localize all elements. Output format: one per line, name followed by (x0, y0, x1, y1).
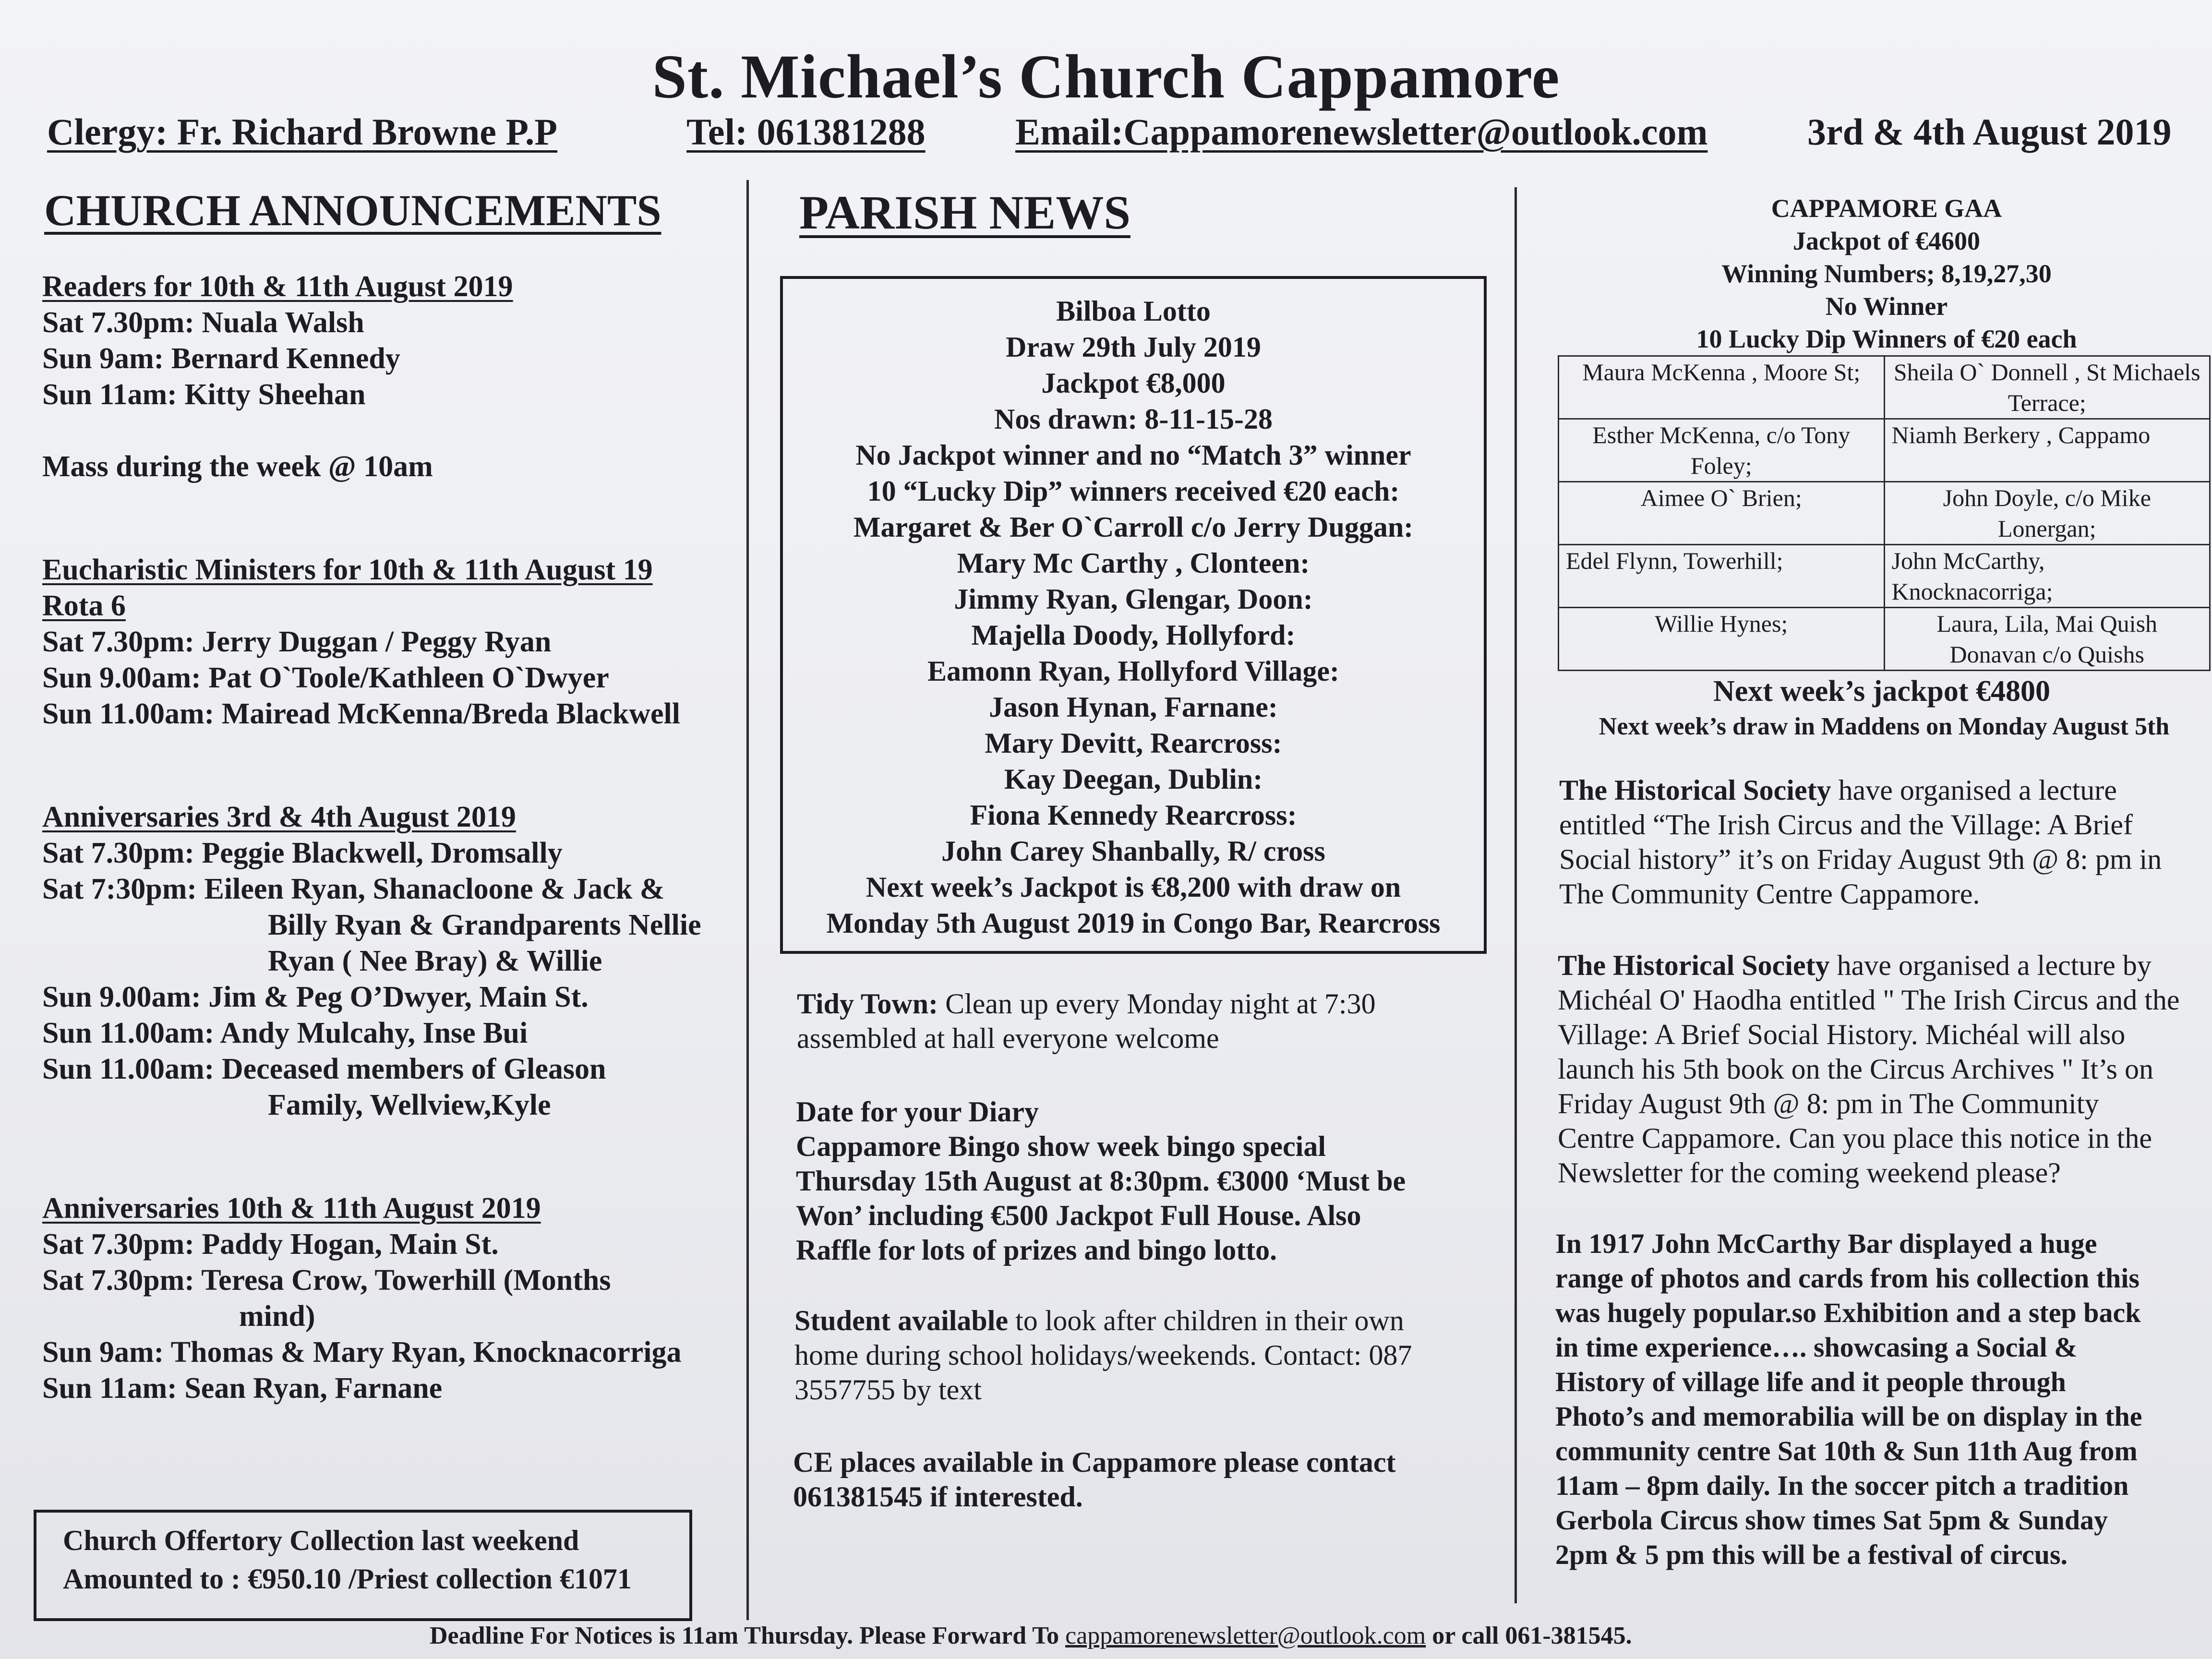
historical-society-notice-1 (1559, 773, 2212, 911)
table-row (1559, 356, 2210, 419)
anniversaries-title-2: Anniversaries 10th & 11th August 2019 (42, 1192, 541, 1225)
clergy-line: Clergy: Fr. Richard Browne P.P (47, 111, 558, 153)
table-row (1559, 545, 2210, 608)
historical-text: Newsletter for the coming weekend please? (1558, 1157, 2061, 1189)
offertory-box (34, 1510, 692, 1621)
ce-line: CE places available in Cappamore please contact (793, 1446, 1396, 1478)
ce-line: 061381545 if interested. (793, 1481, 1083, 1513)
lotto-line: Jason Hynan, Farnane: (989, 691, 1278, 723)
historical-text: entitled “The Irish Circus and the Village: A Brief (1559, 809, 2133, 841)
historical-text: Village: A Brief Social History. Michéal will also (1558, 1019, 2126, 1050)
lotto-line: Bilboa Lotto (1056, 295, 1211, 327)
table-row (1559, 608, 2210, 671)
column-divider-left (746, 180, 749, 1620)
anniversary-line: Sun 9.00am: Jim & Peg O’Dwyer, Main St. (42, 981, 589, 1013)
diary-line: Won’ including €500 Jackpot Full House. Also (796, 1200, 1361, 1231)
gaa-line: 10 Lucky Dip Winners of €20 each (1696, 325, 2077, 353)
lotto-line: Mary Mc Carthy , Clonteen: (957, 547, 1310, 579)
mccarthy-line: community centre Sat 10th & Sun 11th Aug from (1555, 1435, 2138, 1467)
newsletter-title: St. Michael’s Church Cappamore (652, 42, 1560, 111)
next-draw: Next week’s draw in Maddens on Monday August 5th (1599, 713, 2170, 740)
winner-cell: Niamh Berkery , Cappamo (1884, 419, 2210, 482)
ce-places-notice (793, 1445, 1503, 1514)
lotto-line: Kay Deegan, Dublin: (1004, 763, 1263, 795)
winner-cell: Sheila O` Donnell , St Michaels Terrace; (1884, 356, 2210, 419)
mccarthy-line: range of photos and cards from his collection this (1555, 1262, 2140, 1294)
anniversary-line: Sun 9am: Thomas & Mary Ryan, Knocknacorriga (42, 1336, 682, 1369)
lotto-line: Draw 29th July 2019 (1006, 331, 1261, 363)
anniversary-line: Ryan ( Nee Bray) & Willie (268, 945, 602, 977)
winner-cell: John Doyle, c/o Mike Lonergan; (1884, 482, 2210, 545)
tidy-town-text: Clean up every Monday night at 7:30 (938, 988, 1376, 1020)
anniversary-line: Family, Wellview,Kyle (268, 1089, 551, 1121)
winner-cell: Edel Flynn, Towerhill; (1559, 545, 1885, 608)
winner-cell: Maura McKenna , Moore St; (1559, 356, 1885, 419)
student-text: to look after children in their own (1008, 1305, 1404, 1336)
historical-text: Michéal O' Haodha entitled " The Irish Circus and the (1558, 984, 2180, 1016)
offertory-line: Church Offertory Collection last weekend (63, 1525, 579, 1556)
diary-line: Thursday 15th August at 8:30pm. €3000 ‘Must be (796, 1165, 1406, 1197)
rota-label: Rota 6 (42, 589, 126, 622)
historical-text: Centre Cappamore. Can you place this notice in the (1558, 1122, 2152, 1154)
reader-line: Sat 7.30pm: Nuala Walsh (42, 306, 364, 339)
reader-line: Sun 11am: Kitty Sheehan (42, 378, 366, 411)
diary-title: Date for your Diary (796, 1096, 1039, 1128)
lotto-line: Majella Doody, Hollyford: (971, 619, 1296, 651)
anniversary-line: Sat 7.30pm: Paddy Hogan, Main St. (42, 1228, 499, 1261)
student-notice (794, 1303, 1500, 1407)
table-row (1559, 482, 2210, 545)
winner-cell: John McCarthy, Knocknacorriga; (1884, 545, 2210, 608)
mccarthy-bar-notice (1555, 1226, 2212, 1572)
mccarthy-line: Photo’s and memorabilia will be on display in the (1555, 1401, 2142, 1432)
mccarthy-line: 11am – 8pm daily. In the soccer pitch a tradition (1555, 1470, 2129, 1501)
mccarthy-line: in time experience…. showcasing a Social & (1555, 1332, 2078, 1363)
student-text: home during school holidays/weekends. Contact: 087 (794, 1339, 1412, 1371)
minister-line: Sun 11.00am: Mairead McKenna/Breda Blackwell (42, 697, 681, 730)
historical-text: launch his 5th book on the Circus Archives " It’s on (1558, 1053, 2154, 1085)
next-jackpot: Next week’s jackpot €4800 (1713, 675, 2050, 708)
parish-news-heading: PARISH NEWS (799, 186, 1130, 239)
student-label: Student available (794, 1305, 1009, 1336)
historical-text: The Community Centre Cappamore. (1559, 878, 1980, 910)
deadline-text: Deadline For Notices is 11am Thursday. Please Forward To (430, 1622, 1066, 1649)
lotto-line: No Jackpot winner and no “Match 3” winner (855, 439, 1411, 471)
anniversary-line: Billy Ryan & Grandparents Nellie (268, 909, 701, 941)
deadline-phone: or call 061-381545. (1426, 1622, 1632, 1649)
footer-email-link[interactable]: cappamorenewsletter@outlook.com (1065, 1622, 1426, 1649)
lotto-line: Monday 5th August 2019 in Congo Bar, Rearcross (826, 907, 1441, 939)
anniversary-line: Sat 7:30pm: Eileen Ryan, Shanacloone & Jack & (42, 873, 665, 905)
mccarthy-line: History of village life and it people through (1555, 1366, 2066, 1397)
historical-text: Friday August 9th @ 8: pm in The Community (1558, 1088, 2099, 1119)
tidy-town-text: assembled at hall everyone welcome (797, 1022, 1219, 1054)
historical-text: Social history” it’s on Friday August 9th @ 8: pm in (1559, 843, 2162, 875)
church-announcements-heading: CHURCH ANNOUNCEMENTS (44, 186, 661, 235)
mccarthy-line: In 1917 John McCarthy Bar displayed a huge (1555, 1228, 2097, 1259)
minister-line: Sun 9.00am: Pat O`Toole/Kathleen O`Dwyer (42, 661, 609, 694)
diary-line: Cappamore Bingo show week bingo special (796, 1130, 1326, 1162)
historical-text: have organised a lecture (1831, 774, 2117, 806)
mccarthy-line: 2pm & 5 pm this will be a festival of circus. (1555, 1539, 2068, 1570)
diary-notice (796, 1094, 1502, 1267)
readers-title: Readers for 10th & 11th August 2019 (42, 270, 513, 303)
student-text: 3557755 by text (794, 1374, 982, 1406)
column-divider-right (1515, 187, 1517, 1603)
historical-society-label: The Historical Society (1558, 950, 1830, 981)
lotto-line: 10 “Lucky Dip” winners received €20 each: (867, 475, 1400, 507)
tidy-town-label: Tidy Town: (797, 988, 938, 1020)
lotto-line: Fiona Kennedy Rearcross: (970, 799, 1297, 831)
lotto-line: Jimmy Ryan, Glengar, Doon: (954, 583, 1313, 615)
lucky-dip-winners-table (1558, 355, 2211, 671)
winner-cell: Esther McKenna, c/o Tony Foley; (1559, 419, 1885, 482)
historical-text: have organised a lecture by (1829, 950, 2152, 981)
lotto-line: John Carey Shanbally, R/ cross (941, 835, 1325, 867)
anniversary-line: Sun 11.00am: Deceased members of Gleason (42, 1053, 606, 1085)
table-row (1559, 419, 2210, 482)
announcements-column (42, 269, 733, 1407)
diary-line: Raffle for lots of prizes and bingo lotto. (796, 1234, 1277, 1266)
historical-society-label: The Historical Society (1559, 774, 1831, 806)
lotto-box (780, 276, 1487, 954)
minister-line: Sat 7.30pm: Jerry Duggan / Peggy Ryan (42, 625, 552, 658)
deadline-footer (430, 1622, 1632, 1650)
lotto-line: Margaret & Ber O`Carroll c/o Jerry Duggan: (853, 511, 1414, 543)
mccarthy-line: Gerbola Circus show times Sat 5pm & Sunday (1555, 1504, 2108, 1536)
lotto-line: Mary Devitt, Rearcross: (985, 727, 1282, 759)
winner-cell: Willie Hynes; (1559, 608, 1885, 671)
tidy-town-notice (797, 986, 1498, 1056)
lotto-line: Jackpot €8,000 (1041, 367, 1226, 399)
lotto-line: Eamonn Ryan, Hollyford Village: (927, 655, 1339, 687)
anniversary-line: Sat 7.30pm: Teresa Crow, Towerhill (Months (42, 1264, 611, 1297)
anniversary-line: mind) (239, 1300, 315, 1333)
anniversary-line: Sat 7.30pm: Peggie Blackwell, Dromsally (42, 837, 563, 869)
lotto-results (783, 279, 1484, 941)
anniversary-line: Sun 11.00am: Andy Mulcahy, Inse Bui (42, 1017, 528, 1049)
weekday-mass-line: Mass during the week @ 10am (42, 450, 433, 483)
anniversary-line: Sun 11am: Sean Ryan, Farnane (42, 1372, 443, 1405)
gaa-line: Winning Numbers; 8,19,27,30 (1721, 259, 2052, 288)
reader-line: Sun 9am: Bernard Kennedy (42, 342, 400, 375)
winner-cell: Laura, Lila, Mai Quish Donavan c/o Quishs (1884, 608, 2210, 671)
gaa-line: No Winner (1825, 292, 1948, 321)
ministers-title: Eucharistic Ministers for 10th & 11th August 19 (42, 553, 653, 586)
lotto-line: Nos drawn: 8-11-15-28 (994, 403, 1273, 435)
issue-date: 3rd & 4th August 2019 (1807, 111, 2172, 153)
winner-cell: Aimee O` Brien; (1559, 482, 1885, 545)
gaa-line: Jackpot of €4600 (1793, 227, 1980, 255)
offertory-line: Amounted to : €950.10 /Priest collection €1071 (63, 1563, 632, 1595)
offertory-text (63, 1521, 632, 1598)
gaa-line: CAPPAMORE GAA (1771, 194, 2002, 223)
anniversaries-title-1: Anniversaries 3rd & 4th August 2019 (42, 801, 516, 833)
historical-society-notice-2 (1558, 948, 2211, 1190)
telephone-line: Tel: 061381288 (686, 111, 926, 153)
lotto-line: Next week’s Jackpot is €8,200 with draw on (866, 871, 1401, 903)
gaa-lotto-summary (1555, 192, 2212, 355)
email-line: Email:Cappamorenewsletter@outlook.com (1015, 111, 1708, 153)
mccarthy-line: was hugely popular.so Exhibition and a step back (1555, 1297, 2141, 1328)
